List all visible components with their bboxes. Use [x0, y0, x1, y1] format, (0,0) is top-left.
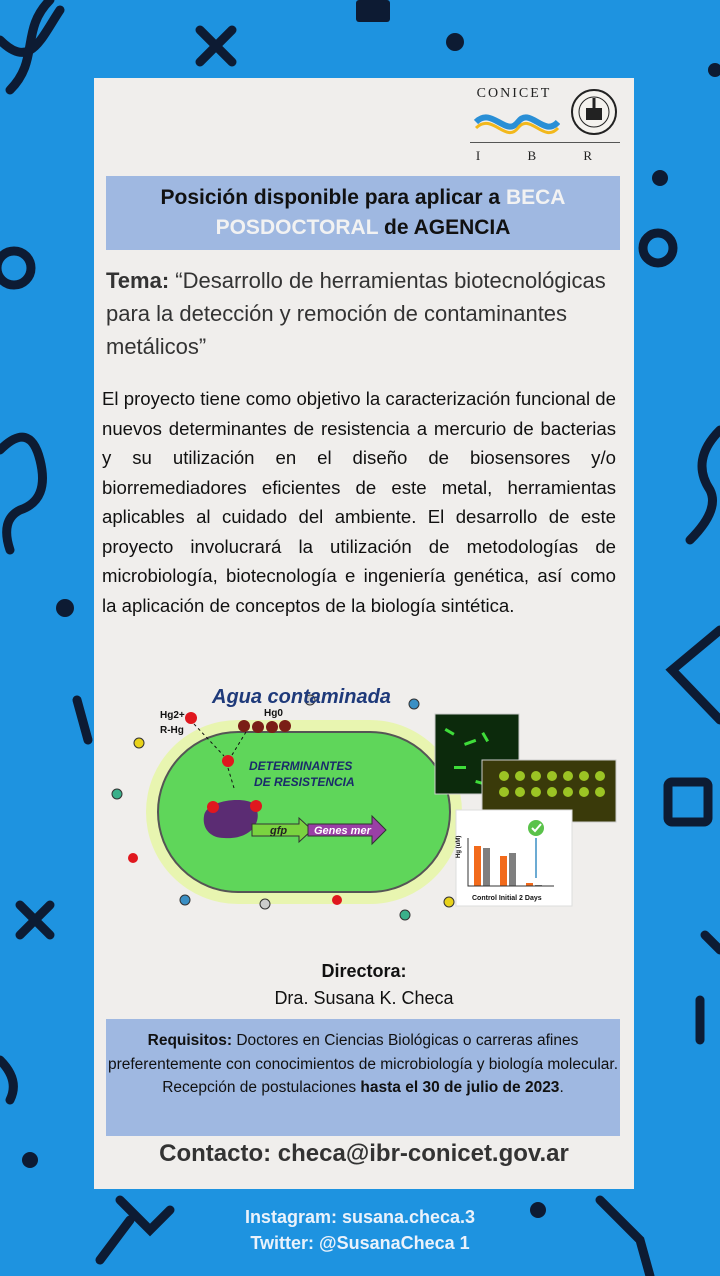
- twitter-handle: Twitter: @SusanaCheca 1: [250, 1233, 470, 1253]
- ring-icon: [643, 233, 673, 263]
- requisitos-label: Requisitos:: [147, 1032, 233, 1049]
- project-description: El proyecto tiene como objetivo la caracterización funcional de nuevos determinantes de resistencia a mercurio de bacterias y su utilización en el diseño de biosensores y/o biorremediadores eficientes de este metal, herramientas aplicables al cuidado del ambiente. El desarrollo de este proyecto involucrará la utilización de metodologías de microbiología, biotecnología e ingeniería genética, así como la aplicación de conceptos de la biología sintética.: [102, 388, 616, 616]
- ring-icon: [0, 251, 31, 285]
- deadline-text: hasta el 30 de julio de 2023: [360, 1079, 560, 1096]
- hg0-label: Hg0: [264, 708, 283, 719]
- chart-ylabel: Hg (uM): [456, 835, 462, 858]
- title-agencia: de AGENCIA: [378, 216, 511, 239]
- determinantes-label-2: DE RESISTENCIA: [254, 775, 355, 789]
- directora-label: Directora:: [321, 961, 407, 981]
- determinantes-label-1: DETERMINANTES: [249, 759, 353, 773]
- tema-text: “Desarrollo de herramientas biotecnológicas para la detección y remoción de contaminantes metálicos”: [106, 268, 606, 359]
- squiggle-icon: [0, 1060, 13, 1100]
- social-links: [0, 1204, 720, 1256]
- chart-xlabel: Control Initial 2 Days: [472, 895, 542, 902]
- title-line-1: [106, 183, 620, 213]
- chart-bar: [474, 846, 481, 886]
- dot-icon: [446, 33, 464, 51]
- ibr-logo-text: I B R: [475, 148, 615, 163]
- tema-paragraph: [106, 264, 626, 363]
- dna-helix-icon: [0, 0, 60, 90]
- bar-icon: [77, 700, 88, 740]
- recepcion-text: Recepción de postulaciones: [162, 1079, 361, 1096]
- conicet-logo-text: CONICET: [476, 86, 552, 101]
- tema-label: Tema:: [106, 268, 170, 293]
- squiggle-icon: [0, 437, 43, 550]
- requisitos-box: [106, 1019, 620, 1136]
- square-icon: [668, 782, 708, 822]
- requisitos-text: Doctores en Ciencias Biológicas o carreras afines preferentemente con conocimientos de microbiología y biología molecular.: [107, 1032, 619, 1073]
- position-title-box: [106, 176, 620, 250]
- deadline-end: .: [559, 1079, 564, 1096]
- rhg-label: R-Hg: [160, 725, 184, 736]
- dot-icon: [708, 63, 720, 77]
- chart-bar: [509, 853, 516, 886]
- title-text: Posición disponible para aplicar a: [160, 186, 506, 209]
- dot-icon: [56, 599, 74, 617]
- logo-divider: [470, 142, 620, 143]
- cross-icon: [20, 905, 50, 935]
- check-icon: [528, 820, 544, 836]
- title-posdoctoral: POSDOCTORAL: [215, 216, 379, 239]
- title-beca: BECA: [505, 186, 566, 209]
- title-line-2: [106, 213, 620, 243]
- chart-bar: [500, 856, 507, 886]
- dot-icon: [652, 170, 668, 186]
- directora-name: Dra. Susana K. Checa: [274, 988, 454, 1008]
- chevron-icon: [672, 630, 720, 720]
- gfp-label: gfp: [270, 825, 288, 837]
- tag-icon: [356, 0, 390, 22]
- squiggle-icon: [690, 430, 720, 540]
- dot-icon: [22, 1152, 38, 1168]
- instagram-handle: Instagram: susana.checa.3: [244, 1207, 476, 1227]
- cross-icon: [200, 30, 232, 62]
- chart-bar: [483, 848, 490, 886]
- unr-seal-icon: [570, 86, 618, 138]
- figure-illustration: [94, 688, 634, 958]
- directora-block: [94, 958, 634, 1012]
- contact-email: Contacto: checa@ibr-conicet.gov.ar: [159, 1140, 569, 1167]
- cross-icon: [705, 935, 720, 950]
- bacterium-cell: [158, 732, 450, 892]
- conicet-logo-icon: [472, 104, 560, 140]
- institution-logos: [470, 84, 620, 168]
- genes-mer-label: Genes mer: [314, 825, 371, 837]
- hg2-label: Hg2+: [160, 710, 185, 721]
- figure-title: Agua contaminada: [212, 686, 391, 708]
- poster-card: [94, 78, 634, 1189]
